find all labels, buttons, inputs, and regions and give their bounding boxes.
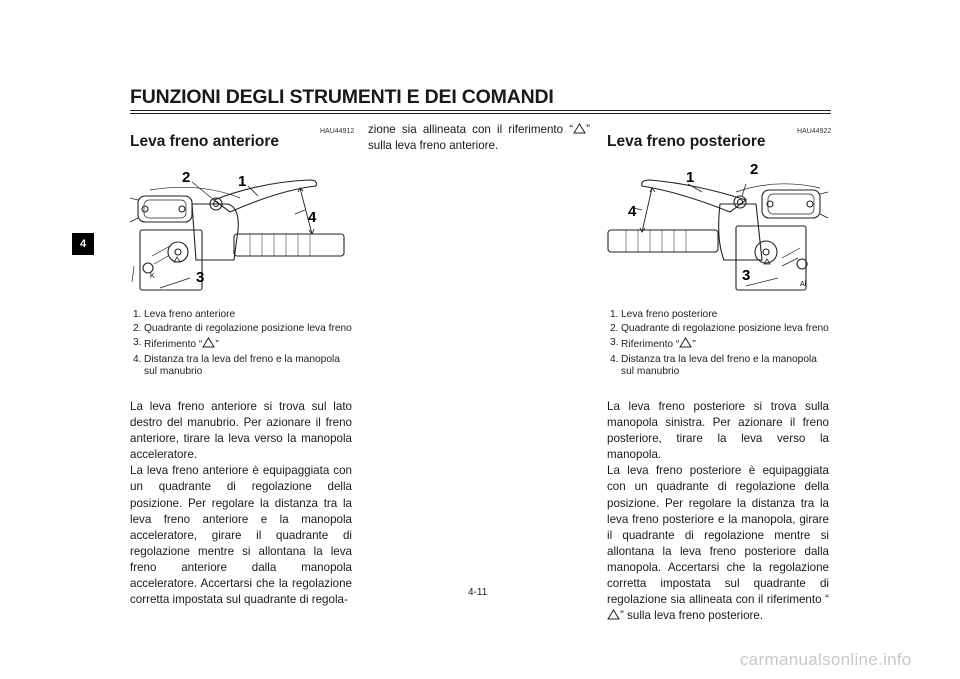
watermark: carmanualsonline.info xyxy=(740,650,912,669)
triangle-mark-icon xyxy=(607,609,620,620)
page-number: 4-11 xyxy=(468,587,488,598)
body-text-middle: zione sia allineata con il riferimento “ ” sulla leva freno anteriore. xyxy=(368,123,590,153)
section-code-left: HAU44912 xyxy=(320,128,355,135)
figure-captions-left xyxy=(133,309,353,380)
caption-4: 4. Distanza tra la leva del freno e la manopola sul manubrio xyxy=(133,353,340,377)
header-rule-thin xyxy=(130,113,831,114)
caption-2: 2. Quadrante di regolazione posizione leva freno xyxy=(610,323,829,335)
paragraph-2: La leva freno posteriore è equipaggiata con un quadrante di regolazione della posizione. Per regolare la distanza tra la leva freno posteriore e la manopola, girare il quadrante di regolazione mentre si allontana la leva freno posteriore dalla manopola. Accertarsi che la regolazione corretta impostata sul quadrante di regolazione sia allineata con il riferimento “” sulla leva freno posteriore. xyxy=(607,464,829,623)
header-rule xyxy=(130,110,831,111)
front-brake-lever-illustration xyxy=(130,160,352,300)
callout-3: 3 xyxy=(196,269,205,286)
svg-text:Al: Al xyxy=(800,281,807,288)
triangle-mark-icon xyxy=(573,123,586,134)
caption-4: 4. Distanza tra la leva del freno e la manopola sul manubrio xyxy=(610,353,817,377)
body-text-right xyxy=(607,399,829,624)
figure-captions-right xyxy=(610,309,830,380)
caption-1: 1. Leva freno posteriore xyxy=(610,309,718,320)
caption-3: 3. Riferimento “ ” xyxy=(610,337,696,351)
caption-3: 3. Riferimento “ ” xyxy=(133,337,219,351)
callout-3: 3 xyxy=(742,267,751,284)
paragraph-2: La leva freno anteriore è equipaggiata con un quadrante di regolazione della posizione. Per regolare la distanza tra la leva freno anteriore e la manopola acceleratore, girare il quadrante di regolazione mentre si allontana la leva freno anteriore dalla manopola acceleratore. Accertarsi che la regolazione corretta impostata sul quadrante di regola- xyxy=(130,464,352,607)
rear-brake-lever-illustration xyxy=(606,160,830,300)
paragraph-1: La leva freno posteriore si trova sulla manopola sinistra. Per azionare il freno posteriore, tirare la leva verso la manopola. xyxy=(607,400,829,462)
section-title-front-brake: Leva freno anteriore xyxy=(130,133,280,150)
callout-2: 2 xyxy=(182,169,191,186)
callout-1: 1 xyxy=(238,173,247,190)
paragraph-1: La leva freno anteriore si trova sul lato destro del manubrio. Per azionare il freno anteriore, tirare la leva verso la manopola acceleratore. xyxy=(130,400,352,462)
page-header-title: FUNZIONI DEGLI STRUMENTI E DEI COMANDI xyxy=(130,86,554,108)
chapter-tab: 4 xyxy=(72,233,94,255)
callout-4: 4 xyxy=(628,203,637,220)
callout-4: 4 xyxy=(308,209,317,226)
caption-1: 1. Leva freno anteriore xyxy=(133,309,236,320)
callout-1: 1 xyxy=(686,169,695,186)
section-title-rear-brake: Leva freno posteriore xyxy=(607,133,766,150)
section-code-right: HAU44922 xyxy=(797,128,832,135)
callout-2: 2 xyxy=(750,161,759,178)
body-text-left xyxy=(130,399,352,608)
svg-text:K: K xyxy=(150,273,155,280)
triangle-mark-icon xyxy=(679,337,692,348)
triangle-mark-icon xyxy=(202,337,215,348)
caption-2: 2. Quadrante di regolazione posizione leva freno xyxy=(133,323,352,335)
